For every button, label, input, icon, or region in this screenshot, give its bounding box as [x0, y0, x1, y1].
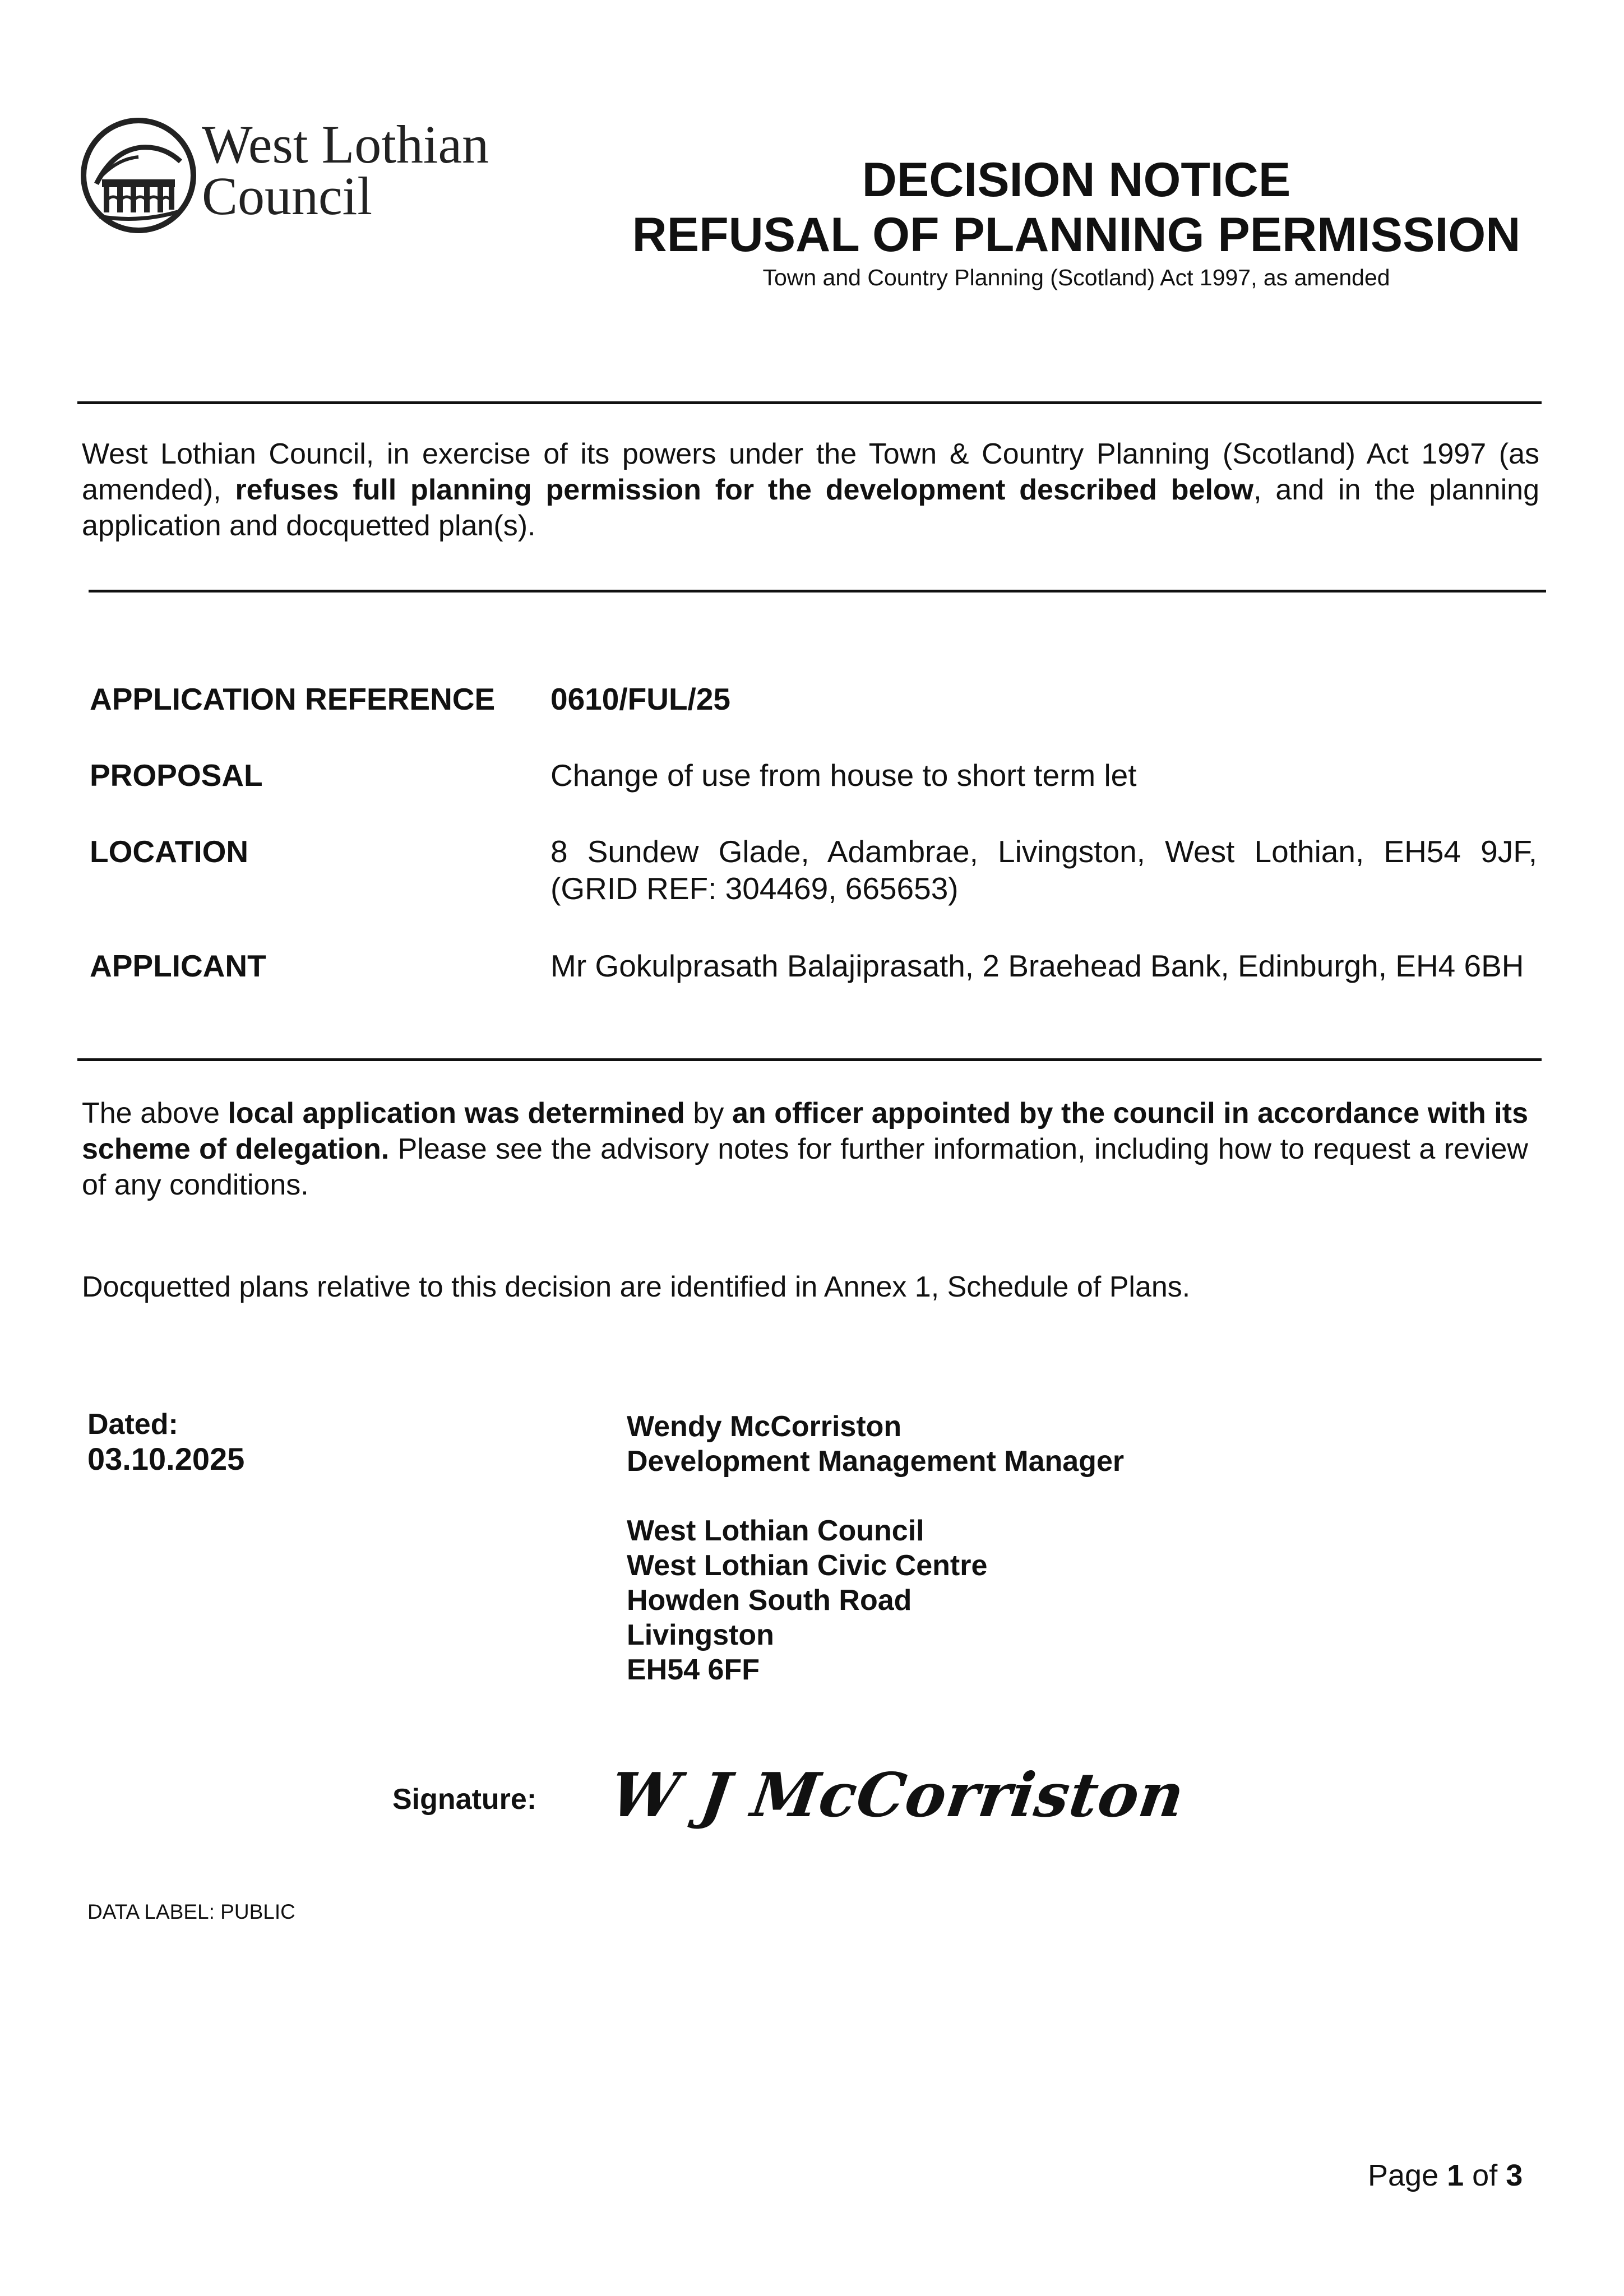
location-value: 8 Sundew Glade, Adambrae, Livingston, West Lothian, EH54 9JF, (GRID REF: 304469, 665653): [550, 834, 1537, 906]
intro-text-post: , and in the planning application and docquetted plan(s).: [82, 474, 1539, 542]
proposal-value: Change of use from house to short term let: [550, 758, 1137, 793]
proposal-label: PROPOSAL: [90, 758, 263, 793]
page-total: 3: [1506, 2159, 1523, 2192]
location-label: LOCATION: [90, 834, 249, 869]
officer-title: Development Management Manager: [627, 1445, 1125, 1478]
intro-paragraph: [82, 436, 1539, 544]
officer-address-line: Howden South Road: [627, 1584, 912, 1617]
determination-text-3: Please see the advisory notes for further information, including how to request a review of any conditions.: [82, 1133, 1528, 1201]
determination-text-2: by: [684, 1097, 732, 1130]
page-current: 1: [1447, 2159, 1464, 2192]
page-prefix: Page: [1368, 2159, 1447, 2192]
page-middle: of: [1464, 2159, 1506, 2192]
act-reference: Town and Country Planning (Scotland) Act 1997, as amended: [762, 265, 1390, 290]
applicant-value: Mr Gokulprasath Balajiprasath, 2 Braehead Bank, Edinburgh, EH4 6BH: [550, 948, 1524, 983]
divider-top: [77, 401, 1542, 404]
determination-paragraph: [82, 1095, 1528, 1203]
application-reference-label: APPLICATION REFERENCE: [90, 682, 496, 716]
dated-block: [87, 1407, 244, 1476]
signature-label: Signature:: [392, 1783, 537, 1816]
officer-address-line: EH54 6FF: [627, 1654, 760, 1686]
logo-text-line2: Council: [202, 166, 372, 226]
determination-bold-2: an officer appointed by the council in accordance with its scheme of delegation.: [82, 1097, 1528, 1165]
dated-label: Dated:: [87, 1408, 178, 1441]
council-logo: [80, 114, 528, 240]
officer-name: Wendy McCorriston: [627, 1410, 902, 1443]
divider-middle: [89, 590, 1546, 592]
application-reference-value: 0610/FUL/25: [550, 682, 731, 716]
determination-text-1: The above: [82, 1097, 228, 1130]
officer-block: [627, 1409, 1124, 1687]
council-crest-icon: [80, 117, 197, 234]
notice-title: DECISION NOTICE: [862, 153, 1291, 207]
docquetted-plans-note: Docquetted plans relative to this decision are identified in Annex 1, Schedule of Plans.: [82, 1271, 1191, 1303]
dated-value: 03.10.2025: [87, 1441, 245, 1476]
intro-text-pre: West Lothian Council, in exercise of its powers under the Town & Country Planning (Scotland) Act 1997 (as amended),: [82, 438, 1539, 506]
handwritten-signature: W J McCorriston: [606, 1760, 1189, 1831]
intro-text-bold: refuses full planning permission for the development described below: [235, 474, 1254, 506]
data-label: DATA LABEL: PUBLIC: [87, 1900, 295, 1923]
page-number: [1368, 2158, 1523, 2193]
notice-subtitle: REFUSAL OF PLANNING PERMISSION: [632, 208, 1521, 262]
officer-address-line: West Lothian Council: [627, 1515, 924, 1547]
divider-bottom: [77, 1058, 1542, 1061]
officer-address-line: West Lothian Civic Centre: [627, 1549, 988, 1582]
logo-text-line1: West Lothian: [202, 114, 489, 174]
officer-address-line: Livingston: [627, 1619, 774, 1651]
determination-bold-1: local application was determined: [228, 1097, 685, 1130]
notice-heading: [611, 152, 1542, 291]
applicant-label: APPLICANT: [90, 948, 266, 983]
